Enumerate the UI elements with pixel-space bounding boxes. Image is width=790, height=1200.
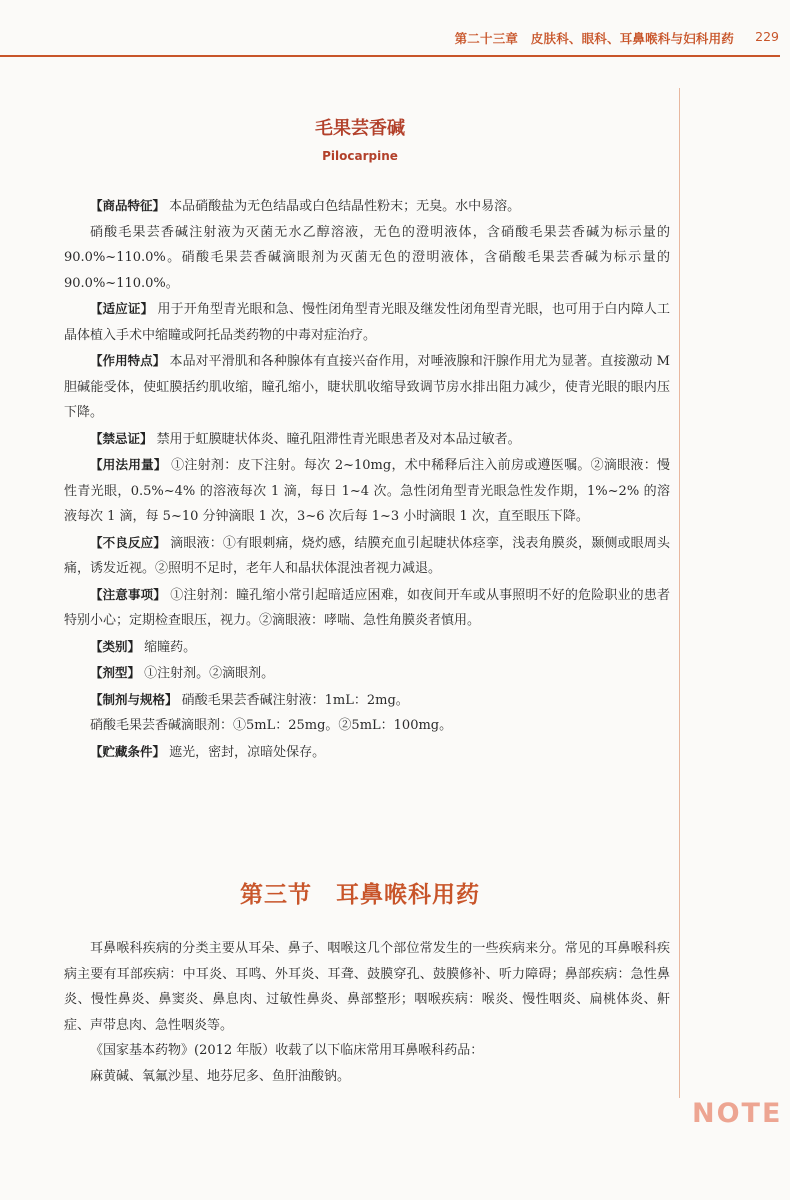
drug-title-en: Pilocarpine bbox=[322, 149, 398, 163]
text-adverse: 滴眼液：①有眼刺痛，烧灼感，结膜充血引起睫状体痉挛，浅表角膜炎，颞侧或眼周头痛，诱发近视。②照明不足时，老年人和晶状体混浊者视力减退。 bbox=[64, 535, 670, 576]
label-specs: 【制剂与规格】 bbox=[90, 691, 178, 707]
text-specs: 硝酸毛果芸香碱注射液：1mL：2mg。 bbox=[181, 692, 409, 708]
label-features: 【商品特征】 bbox=[90, 198, 166, 213]
entry-features-cont: 硝酸毛果芸香碱注射液为灭菌无水乙醇溶液，无色的澄明液体，含硝酸毛果芸香碱为标示量的 90.0%~110.0%。硝酸毛果芸香碱滴眼剂为灭菌无色的澄明液体，含硝酸毛果芸香碱为标示量的 90.0%~110.0%。 bbox=[64, 224, 670, 291]
header-rule bbox=[0, 55, 780, 57]
entry-specs-cont: 硝酸毛果芸香碱滴眼剂：①5mL：25mg。②5mL：100mg。 bbox=[90, 718, 453, 733]
drug-title-cn: 毛果芸香碱 bbox=[315, 118, 405, 139]
intro-paragraph-3: 麻黄碱、氧氟沙星、地芬尼多、鱼肝油酸钠。 bbox=[90, 1068, 351, 1084]
text-contraindications: 禁用于虹膜睫状体炎、瞳孔阻滞性青光眼患者及对本品过敏者。 bbox=[156, 431, 521, 447]
chapter-title: 第二十三章 皮肤科、眼科、耳鼻喉科与妇科用药 bbox=[454, 31, 734, 46]
entry-category bbox=[64, 634, 670, 661]
entry-indications bbox=[64, 296, 670, 348]
label-dosage-form: 【剂型】 bbox=[90, 665, 141, 680]
drug-monograph bbox=[64, 193, 670, 765]
entry-usage bbox=[64, 452, 670, 530]
entry-features bbox=[64, 193, 670, 220]
page-header bbox=[0, 0, 790, 78]
label-indications: 【适应证】 bbox=[90, 301, 154, 316]
text-usage: ①注射剂：皮下注射。每次 2~10mg，术中稀释后注入前房或遵医嘱。②滴眼液：慢性青光眼，0.5%~4% 的溶液每次 1 滴，每日 1~4 次。急性闭角型青光眼急性发作期，1%~2% 的溶液每次 1 滴，每 5~10 分钟滴眼 1 次，3~6 次后每 1~3 小时滴眼 1 次，直至眼压下降。 bbox=[64, 458, 670, 524]
entry-contraindications bbox=[64, 426, 670, 453]
text-dosage-form: ①注射剂。②滴眼剂。 bbox=[144, 666, 275, 681]
label-adverse: 【不良反应】 bbox=[90, 534, 166, 550]
page-number: 229 bbox=[755, 29, 779, 44]
label-usage: 【用法用量】 bbox=[90, 457, 167, 472]
text-category: 缩瞳药。 bbox=[144, 639, 197, 655]
label-storage: 【贮藏条件】 bbox=[90, 743, 166, 759]
text-features: 本品硝酸盐为无色结晶或白色结晶性粉末；无臭。水中易溶。 bbox=[169, 199, 521, 214]
entry-action bbox=[64, 348, 670, 426]
entry-specs bbox=[64, 687, 670, 714]
section-title: 第三节 耳鼻喉科用药 bbox=[240, 882, 480, 908]
text-action: 本品对平滑肌和各种腺体有直接兴奋作用，对唾液腺和汗腺作用尤为显著。直接激动 M 胆碱能受体，使虹膜括约肌收缩，瞳孔缩小，睫状肌收缩导致调节房水排出阻力减少，使青光眼的眼内压下降。 bbox=[64, 354, 670, 420]
label-action: 【作用特点】 bbox=[90, 353, 166, 368]
note-watermark: NOTE bbox=[692, 1098, 783, 1129]
entry-dosage-form bbox=[64, 660, 670, 687]
text-indications: 用于开角型青光眼和急、慢性闭角型青光眼及继发性闭角型青光眼，也可用于白内障人工晶体植入手术中缩瞳或阿托品类药物的中毒对症治疗。 bbox=[64, 302, 670, 343]
margin-rule bbox=[679, 88, 680, 1098]
text-cautions: ①注射剂：瞳孔缩小常引起暗适应困难，如夜间开车或从事照明不好的危险职业的患者特别小心；定期检查眼压，视力。②滴眼液：哮喘、急性角膜炎者慎用。 bbox=[64, 587, 670, 628]
intro-paragraph-2: 《国家基本药物》(2012 年版）收载了以下临床常用耳鼻喉科药品： bbox=[90, 1043, 484, 1058]
label-contraindications: 【禁忌证】 bbox=[90, 430, 153, 446]
section-intro bbox=[64, 936, 670, 1089]
label-cautions: 【注意事项】 bbox=[90, 586, 166, 602]
entry-storage bbox=[64, 739, 670, 766]
text-storage: 遮光，密封，凉暗处保存。 bbox=[169, 744, 326, 760]
entry-adverse bbox=[64, 530, 670, 582]
intro-paragraph-1: 耳鼻喉科疾病的分类主要从耳朵、鼻子、咽喉这几个部位常发生的一些疾病来分。常见的耳鼻喉科疾病主要有耳部疾病：中耳炎、耳鸣、外耳炎、耳聋、鼓膜穿孔、鼓膜修补、听力障碍；鼻部疾病：急性鼻炎、慢性鼻炎、鼻窦炎、鼻息肉、过敏性鼻炎、鼻部整形；咽喉疾病：喉炎、慢性咽炎、扁桃体炎、鼾症、声带息肉、急性咽炎等。 bbox=[64, 941, 670, 1033]
entry-cautions bbox=[64, 582, 670, 634]
label-category: 【类别】 bbox=[90, 638, 141, 654]
